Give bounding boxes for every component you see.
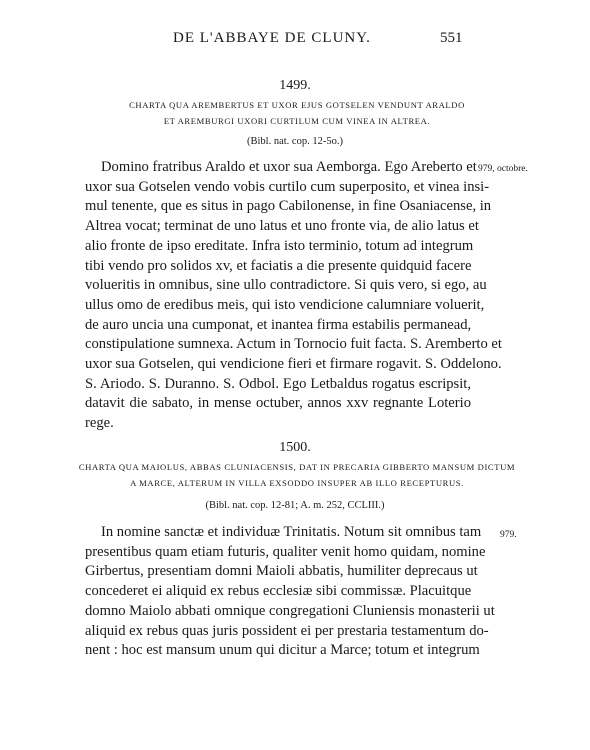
text-line: uxor sua Gotselen vendo vobis curtilo cum superposito, et vinea insi- [85, 178, 490, 195]
charter-title-line: ET AREMBURGI UXORI CURTILUM CUM VINEA IN ALTREA. [163, 116, 431, 126]
text-line: presentibus quam etiam futuris, qualiter venit homo quidam, nomine [85, 543, 486, 560]
text-line: Girbertus, presentiam domni Maioli abbatis, humiliter deprecaus ut [85, 563, 478, 580]
charter-title [92, 97, 502, 129]
text-line: nent : hoc est mansum unum qui dicitur a Marce; totum et integrum [85, 642, 480, 659]
charter-source: (Bibl. nat. cop. 12-81; A. m. 252, CCLIII.) [205, 500, 385, 511]
text-line: Altrea vocat; terminat de uno latus et uno fronte via, de alio latus et [85, 218, 479, 235]
text-line: rege. [85, 415, 114, 432]
margin-date: 979, octobre. [478, 164, 528, 174]
text-line: Domino fratribus Araldo et uxor sua Aemborga. Ego Areberto et [101, 159, 477, 175]
charter-number: 1500. [279, 440, 311, 455]
text-line: uxor sua Gotselen, qui vendicione fieri et firmare rogavit. S. Oddelono. [85, 356, 502, 373]
running-head-title: DE L'ABBAYE DE CLUNY. [173, 30, 371, 46]
text-line: datavit die sabato, in mense octuber, annos xxv regnante Loterio [85, 395, 471, 412]
charter-text [85, 523, 495, 661]
text-line: S. Ariodo. S. Duranno. S. Odbol. Ego Letbaldus rogatus escripsit, [85, 375, 471, 392]
charter-text [85, 158, 502, 434]
text-line: constipulatione sumnexa. Actum in Tornocio fuit facta. S. Aremberto et [85, 336, 502, 353]
text-line: alio fronte de ipso ereditate. Infra isto terminio, totum ad integrum [85, 237, 474, 254]
text-line: domno Maiolo abbati omnique congregationi Cluniensis monasterii ut [85, 602, 495, 619]
charter-title [62, 459, 532, 491]
text-line: concederet ei aliquid ex rebus ecclesiæ sibi commissæ. Placuitque [85, 583, 472, 600]
charter-title-line: CHARTA QUA MAIOLUS, ABBAS CLUNIACENSIS, DAT IN PRECARIA GIBBERTO MANSUM DICTUM [78, 462, 516, 472]
text-line: ullus omo de eredibus meis, qui isto vendicione calumniare voluerit, [85, 296, 485, 313]
text-line: mul tenente, que es situs in pago Cabilonense, in fine Osaniacense, in [85, 198, 492, 215]
text-line: de auro uncia una cumponat, et inantea firma estabilis permanead, [85, 316, 472, 333]
text-line: In nomine sanctæ et individuæ Trinitatis. Notum sit omnibus tam [101, 524, 482, 540]
text-line: aliquid ex rebus quas juris possident ei per prestaria testamentum do- [85, 622, 489, 639]
charter-number: 1499. [279, 78, 311, 93]
charter-title-line: CHARTA QUA AREMBERTUS ET UXOR EJUS GOTSELEN VENDUNT ARALDO [129, 100, 465, 110]
text-line: tibi vendo pro solidos xv, et faciatis a die presente quidquid facere [85, 257, 472, 274]
charter-source: (Bibl. nat. cop. 12-5o.) [247, 136, 343, 147]
charter-title-line: A MARCE, ALTERUM IN VILLA EXSODDO INSUPER AB ILLO RECEPTURUS. [130, 478, 464, 488]
margin-date: 979. [500, 530, 517, 540]
text-line: volueritis in omnibus, sine ullo contradictore. Si quis vero, si ego, au [85, 277, 487, 294]
page-number: 551 [440, 30, 463, 46]
